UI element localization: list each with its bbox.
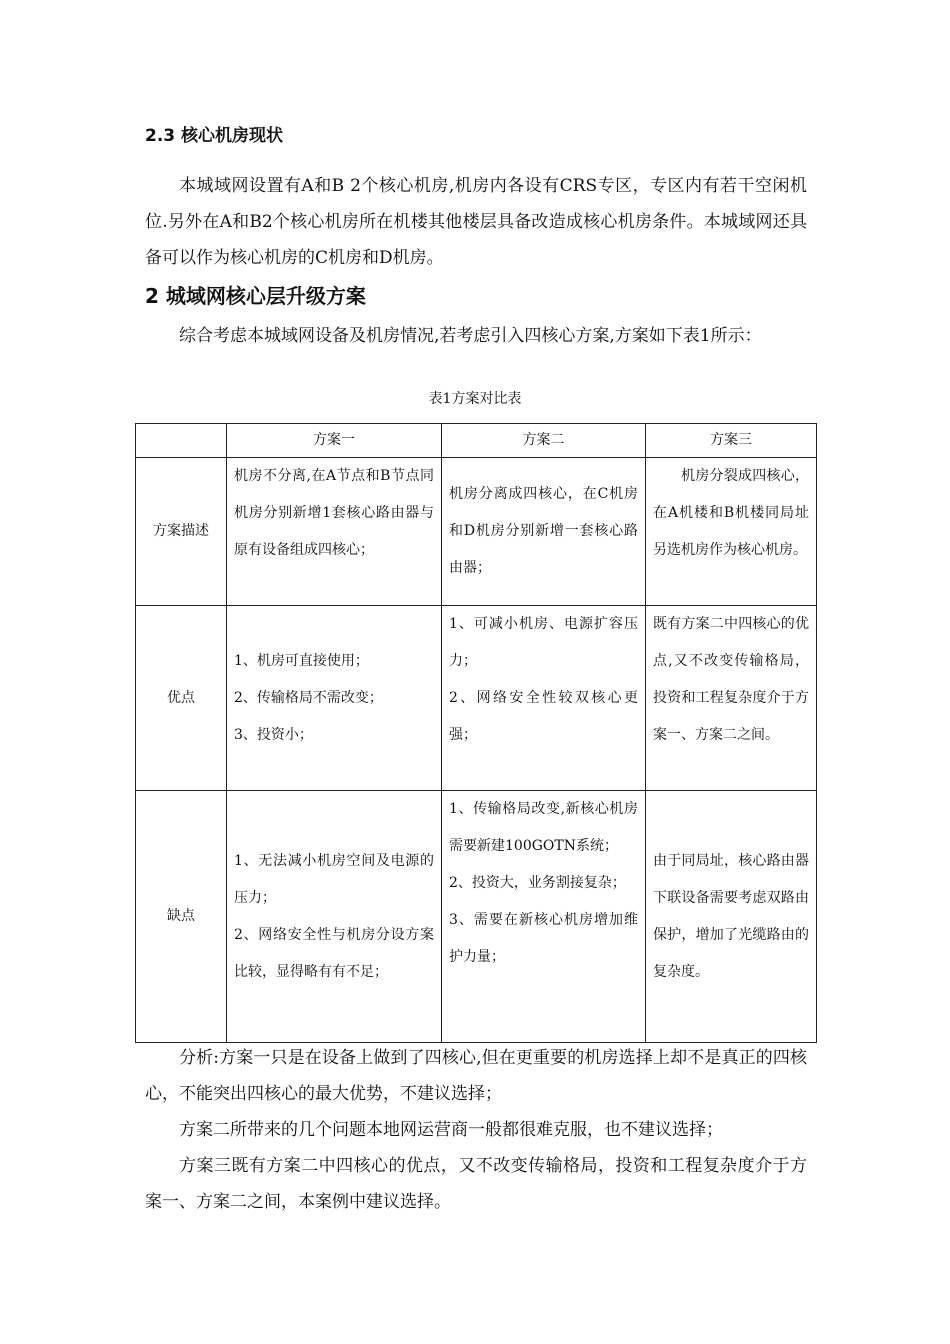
chapter-heading: 2 城域网核心层升级方案 bbox=[145, 284, 366, 308]
header-plan-1: 方案一 bbox=[227, 424, 442, 458]
row-label-advantages: 优点 bbox=[136, 606, 227, 791]
cell-advantages-plan-1: 1、机房可直接使用； 2、传输格局不需改变； 3、投资小； bbox=[227, 606, 442, 791]
cell-description-plan-3-text: 机房分裂成四核心，在A机楼和B机楼同局址另选机房作为核心机房。 bbox=[653, 468, 809, 558]
table-row-description bbox=[136, 458, 817, 606]
row-label-description: 方案描述 bbox=[136, 458, 227, 606]
table-header-row bbox=[136, 424, 817, 458]
analysis-paragraph-3: 方案三既有方案二中四核心的优点，又不改变传输格局，投资和工程复杂度介于方案一、方案二之间，本案例中建议选择。 bbox=[145, 1156, 807, 1212]
cell-disadvantages-plan-2: 1、传输格局改变,新核心机房需要新建100GOTN系统； 2、投资大，业务割接复杂； 3、需要在新核心机房增加维护力量； bbox=[442, 791, 646, 1043]
header-plan-2: 方案二 bbox=[442, 424, 646, 458]
comparison-table bbox=[135, 423, 817, 1043]
cell-advantages-plan-2: 1、可减小机房、电源扩容压力； 2、网络安全性较双核心更强； bbox=[442, 606, 646, 791]
table-caption: 表1方案对比表 bbox=[428, 391, 522, 407]
analysis-paragraph-2: 方案二所带来的几个问题本地网运营商一般都很难克服，也不建议选择； bbox=[179, 1120, 723, 1140]
section-paragraph: 本城域网设置有A和B 2个核心机房,机房内各设有CRS专区，专区内有若干空闲机位.另外在A和B2个核心机房所在机楼其他楼层具备改造成核心机房条件。本城域网还具备可以作为核心机房的C机房和D机房。 bbox=[145, 176, 807, 268]
cell-description-plan-2: 机房分离成四核心，在C机房和D机房分别新增一套核心路由器； bbox=[442, 458, 646, 606]
header-blank-cell bbox=[136, 424, 227, 458]
table-row-advantages bbox=[136, 606, 817, 791]
cell-description-plan-1: 机房不分离,在A节点和B节点同机房分别新增1套核心路由器与原有设备组成四核心； bbox=[227, 458, 442, 606]
section-heading: 2.3 核心机房现状 bbox=[145, 126, 284, 146]
cell-disadvantages-plan-1: 1、无法减小机房空间及电源的压力； 2、网络安全性与机房分设方案比较，显得略有有不足； bbox=[227, 791, 442, 1043]
cell-description-plan-3 bbox=[646, 458, 817, 606]
table-row-disadvantages bbox=[136, 791, 817, 1043]
cell-disadvantages-plan-3: 由于同局址，核心路由器下联设备需要考虑双路由保护，增加了光缆路由的复杂度。 bbox=[646, 791, 817, 1043]
header-plan-3: 方案三 bbox=[646, 424, 817, 458]
row-label-disadvantages: 缺点 bbox=[136, 791, 227, 1043]
analysis-paragraph-1: 分析:方案一只是在设备上做到了四核心,但在更重要的机房选择上却不是真正的四核心，不能突出四核心的最大优势，不建议选择； bbox=[145, 1048, 807, 1104]
cell-advantages-plan-3: 既有方案二中四核心的优点,又不改变传输格局，投资和工程复杂度介于方案一、方案二之间。 bbox=[646, 606, 817, 791]
intro-paragraph: 综合考虑本城域网设备及机房情况,若考虑引入四核心方案,方案如下表1所示： bbox=[179, 326, 762, 346]
